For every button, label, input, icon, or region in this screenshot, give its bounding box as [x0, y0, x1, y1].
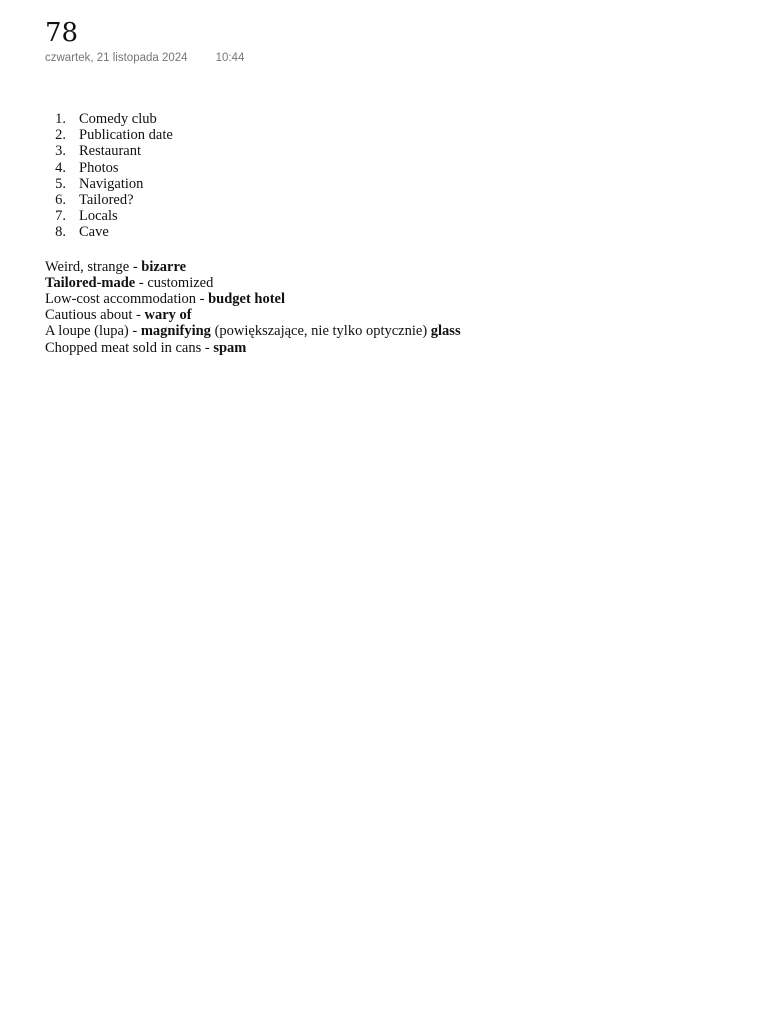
list-item[interactable] [45, 176, 748, 192]
list-item[interactable] [45, 192, 748, 208]
vocab-definition: Chopped meat sold in cans - [45, 339, 214, 356]
vocab-line[interactable] [45, 323, 748, 339]
vocabulary-notes [45, 259, 748, 356]
vocab-term: magnifying [140, 323, 211, 340]
vocab-term: bizarre [141, 258, 187, 275]
list-item-number: 6. [55, 192, 66, 209]
list-item[interactable] [45, 143, 748, 159]
page-metadata [45, 52, 748, 68]
numbered-list [45, 111, 748, 241]
list-item-number: 5. [55, 175, 66, 192]
vocab-term: Tailored-made [45, 274, 136, 291]
vocab-line[interactable] [45, 340, 748, 356]
list-item-text: Publication date [79, 127, 173, 144]
list-item-number: 3. [55, 143, 66, 160]
vocab-term: spam [213, 339, 247, 356]
vocab-definition: A loupe (lupa) - [45, 323, 141, 340]
page-date: czwartek, 21 listopada 2024 [45, 52, 188, 64]
list-item-number: 1. [55, 111, 66, 127]
list-item-text: Comedy club [79, 111, 157, 127]
list-item[interactable] [45, 224, 748, 240]
list-item-number: 7. [55, 208, 66, 225]
list-item-number: 2. [55, 127, 66, 144]
vocab-line[interactable] [45, 291, 748, 307]
list-item[interactable] [45, 127, 748, 143]
vocab-term: wary of [144, 307, 192, 324]
list-item[interactable] [45, 208, 748, 224]
vocab-line[interactable] [45, 275, 748, 291]
list-item-text: Locals [79, 208, 118, 225]
vocab-term: budget hotel [208, 291, 286, 308]
vocab-note: (powiększające, nie tylko optycznie) [210, 323, 431, 340]
page-title[interactable]: 78 [45, 18, 79, 48]
vocab-definition: Low-cost accommodation - [45, 291, 209, 308]
list-item[interactable] [45, 111, 748, 127]
vocab-definition: Cautious about - [45, 307, 145, 324]
list-item-text: Cave [79, 224, 109, 241]
vocab-term: glass [430, 323, 461, 340]
vocab-line[interactable] [45, 307, 748, 323]
list-item[interactable] [45, 160, 748, 176]
list-item-text: Navigation [79, 175, 144, 192]
vocab-definition: - customized [135, 274, 214, 291]
page-time: 10:44 [215, 52, 245, 64]
list-item-text: Photos [79, 159, 119, 176]
vocab-definition: Weird, strange - [45, 258, 142, 275]
note-page [45, 18, 748, 356]
vocab-line[interactable] [45, 259, 748, 275]
list-item-text: Restaurant [79, 143, 142, 160]
list-item-number: 4. [55, 159, 66, 176]
list-item-text: Tailored? [79, 192, 134, 209]
list-item-number: 8. [55, 224, 66, 241]
